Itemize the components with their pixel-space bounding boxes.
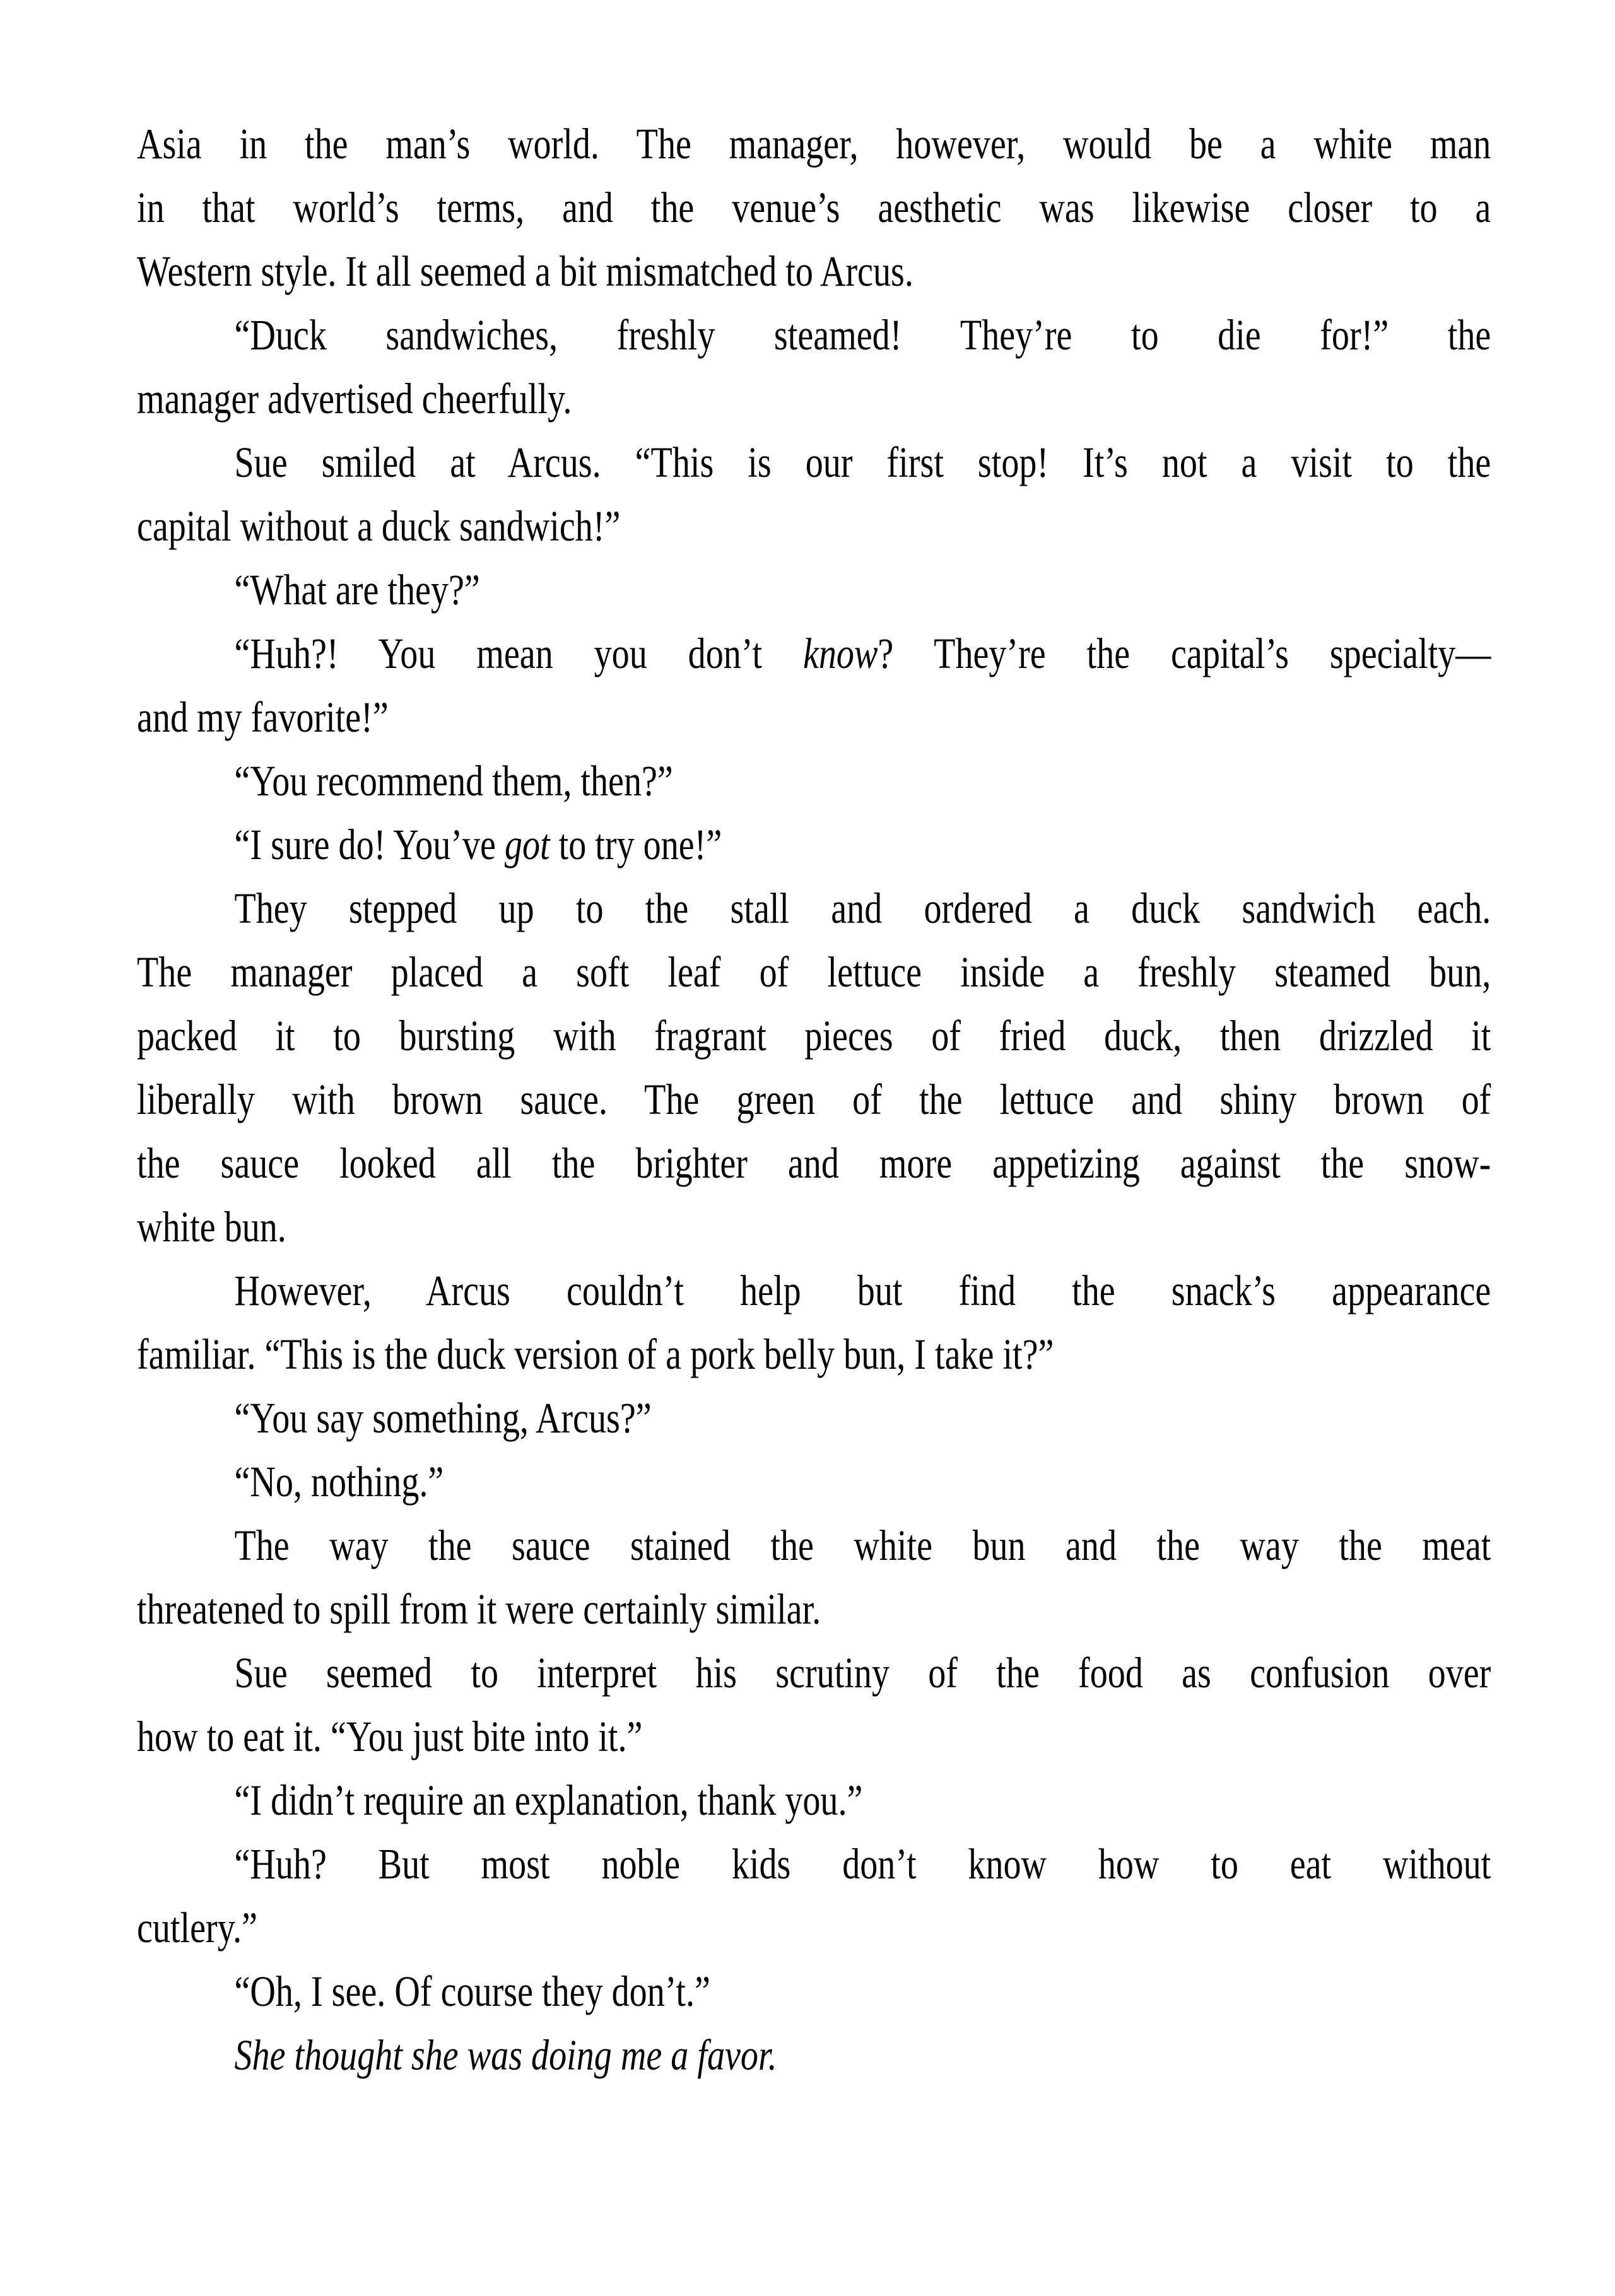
text-run: in that world’s terms, and the venue’s aesthetic was likewise closer to a xyxy=(137,184,1491,231)
text-line xyxy=(137,1323,1491,1386)
text-line xyxy=(137,1004,1491,1068)
text-run: white bun. xyxy=(137,1203,286,1251)
text-run: the sauce looked all the brighter and more appetizing against the snow- xyxy=(137,1139,1491,1187)
text-run: “Oh, I see. Of course they don’t.” xyxy=(234,1967,710,2015)
text-run: packed it to bursting with fragrant pieces of fried duck, then drizzled it xyxy=(137,1012,1491,1060)
text-run: threatened to spill from it were certainly similar. xyxy=(137,1585,821,1633)
text-line xyxy=(137,2024,1491,2087)
text-line xyxy=(137,1514,1491,1578)
text-line xyxy=(137,112,1491,176)
text-run: However, Arcus couldn’t help but find the snack’s appearance xyxy=(234,1267,1491,1315)
text-run: “You recommend them, then?” xyxy=(234,757,673,805)
text-line xyxy=(137,1832,1491,1896)
text-run: familiar. “This is the duck version of a pork belly bun, I take it?” xyxy=(137,1330,1054,1378)
text-line xyxy=(137,431,1491,495)
text-run: and my favorite!” xyxy=(137,693,389,741)
italic-text-run: got xyxy=(504,821,550,869)
text-line xyxy=(137,877,1491,940)
text-run: Asia in the man’s world. The manager, however, would be a white man xyxy=(137,120,1491,168)
text-run: liberally with brown sauce. The green of the lettuce and shiny brown of xyxy=(137,1075,1491,1123)
text-line xyxy=(137,1259,1491,1323)
italic-text-run: She thought she was doing me a favor. xyxy=(234,2031,777,2079)
text-line xyxy=(137,1769,1491,1832)
text-run: “You say something, Arcus?” xyxy=(234,1394,652,1442)
text-run: how to eat it. “You just bite into it.” xyxy=(137,1713,643,1760)
text-line xyxy=(137,495,1491,558)
text-line xyxy=(137,1578,1491,1641)
text-line xyxy=(137,1705,1491,1769)
text-run: They stepped up to the stall and ordered a duck sandwich each. xyxy=(234,884,1491,932)
text-run: “I didn’t require an explanation, thank you.” xyxy=(234,1776,863,1824)
text-run: to try one!” xyxy=(549,821,722,869)
text-line xyxy=(137,622,1491,686)
text-run: “What are they?” xyxy=(234,566,480,614)
text-run: ? They’re the capital’s specialty— xyxy=(878,630,1491,677)
text-run: capital without a duck sandwich!” xyxy=(137,502,621,550)
text-run: Western style. It all seemed a bit mismatched to Arcus. xyxy=(137,247,913,295)
text-run: “Duck sandwiches, freshly steamed! They’re to die for!” the xyxy=(234,311,1491,359)
text-line xyxy=(137,749,1491,813)
text-line xyxy=(137,558,1491,622)
text-line xyxy=(137,303,1491,367)
text-run: The way the sauce stained the white bun and the way the meat xyxy=(234,1521,1491,1569)
text-line xyxy=(137,240,1491,303)
text-line xyxy=(137,1641,1491,1705)
text-run: manager advertised cheerfully. xyxy=(137,375,572,423)
text-line xyxy=(137,686,1491,749)
text-line xyxy=(137,1068,1491,1132)
text-line xyxy=(137,176,1491,240)
text-run: cutlery.” xyxy=(137,1904,258,1952)
text-line xyxy=(137,1450,1491,1514)
text-line xyxy=(137,1896,1491,1960)
text-line xyxy=(137,367,1491,431)
text-line xyxy=(137,813,1491,877)
text-run: Sue smiled at Arcus. “This is our first stop! It’s not a visit to the xyxy=(234,438,1491,486)
text-run: Sue seemed to interpret his scrutiny of the food as confusion over xyxy=(234,1649,1491,1697)
text-run: “Huh? But most noble kids don’t know how to eat without xyxy=(234,1840,1491,1888)
italic-text-run: know xyxy=(802,630,878,677)
text-line xyxy=(137,940,1491,1004)
text-block xyxy=(137,112,1491,2087)
text-line xyxy=(137,1960,1491,2024)
text-run: “No, nothing.” xyxy=(234,1458,444,1506)
text-line xyxy=(137,1195,1491,1259)
text-line xyxy=(137,1132,1491,1195)
text-run: “Huh?! You mean you don’t xyxy=(234,630,803,677)
text-run: The manager placed a soft leaf of lettuce inside a freshly steamed bun, xyxy=(137,948,1491,996)
text-line xyxy=(137,1386,1491,1450)
text-run: “I sure do! You’ve xyxy=(234,821,505,869)
